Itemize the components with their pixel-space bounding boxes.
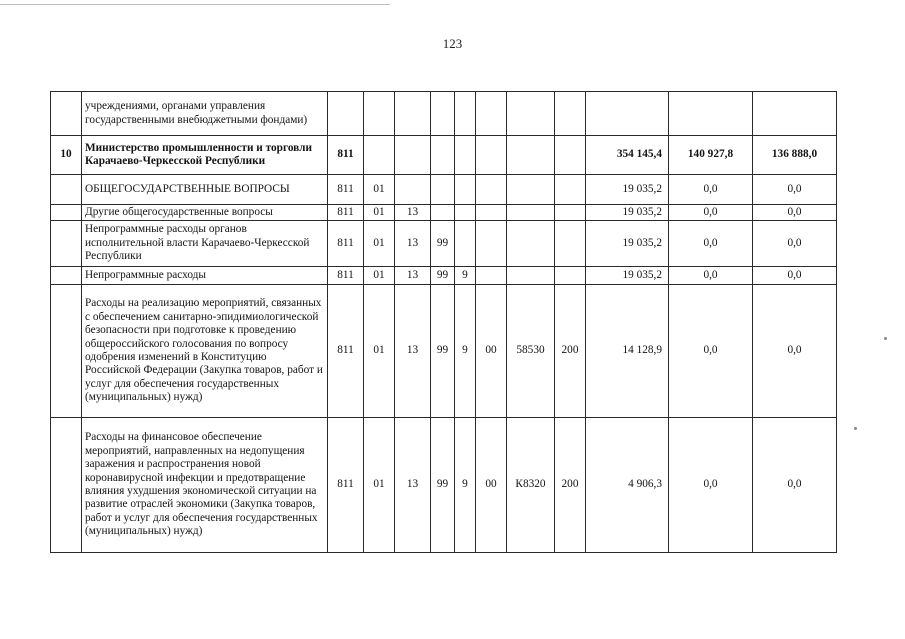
code-direction: 58530 [507,285,555,418]
code-subsection: 13 [395,267,431,285]
table-row [51,285,837,418]
code-main-event [476,92,507,136]
scan-speck [884,337,887,340]
row-name: Расходы на реализацию мероприятий, связанных с обеспечением санитарно-эпидимиологической безопасности при подготовке к проведению общероссийского голосования по вопросу одобрения изменений в Конституцию Российской Федерации (Закупка товаров, работ и услуг для обеспечения государственных (муниципальных) нужд) [82,285,328,418]
code-expense-type [555,175,586,205]
code-direction [507,205,555,221]
code-expense-type [555,267,586,285]
code-subprogram: 9 [455,418,476,553]
code-subsection: 13 [395,418,431,553]
row-name: учреждениями, органами управления государственными внебюджетными фондами) [82,92,328,136]
amount-2022: 0,0 [753,267,837,285]
code-subsection: 13 [395,285,431,418]
code-section [364,136,395,175]
row-number [51,285,82,418]
amount-2020: 19 035,2 [586,175,669,205]
code-expense-type: 200 [555,285,586,418]
amount-2022: 136 888,0 [753,136,837,175]
row-number [51,175,82,205]
code-program: 99 [431,418,455,553]
code-program: 99 [431,285,455,418]
row-number [51,418,82,553]
code-direction: К8320 [507,418,555,553]
code-ministry: 811 [328,205,364,221]
code-section: 01 [364,267,395,285]
code-main-event [476,267,507,285]
code-main-event: 00 [476,418,507,553]
code-program: 99 [431,267,455,285]
code-expense-type [555,205,586,221]
row-number [51,221,82,267]
amount-2020: 19 035,2 [586,221,669,267]
amount-2022: 0,0 [753,205,837,221]
code-subsection [395,92,431,136]
amount-2021 [669,92,753,136]
amount-2021: 0,0 [669,285,753,418]
code-subprogram [455,221,476,267]
amount-2021: 140 927,8 [669,136,753,175]
code-expense-type [555,221,586,267]
code-ministry: 811 [328,175,364,205]
code-ministry: 811 [328,136,364,175]
amount-2020: 19 035,2 [586,267,669,285]
row-name: Расходы на финансовое обеспечение мероприятий, направленных на недопущения заражения и распространения новой коронавирусной инфекции и предотвращение влияния ухудшения экономической ситуации на развитие отраслей экономики (Закупка товаров, работ и услуг для обеспечения государственных (муниципальных) нужд) [82,418,328,553]
code-subprogram: 9 [455,285,476,418]
amount-2020: 354 145,4 [586,136,669,175]
budget-table [50,91,837,553]
code-section [364,92,395,136]
code-main-event [476,136,507,175]
code-direction [507,175,555,205]
table-row [51,418,837,553]
row-number [51,92,82,136]
amount-2022: 0,0 [753,175,837,205]
code-subsection: 13 [395,221,431,267]
amount-2022 [753,92,837,136]
code-direction [507,221,555,267]
code-program [431,92,455,136]
code-main-event [476,221,507,267]
table-row [51,205,837,221]
code-ministry [328,92,364,136]
page-number: 123 [442,36,463,51]
table-body [51,92,837,553]
row-number [51,205,82,221]
code-section: 01 [364,221,395,267]
code-subsection [395,136,431,175]
code-subprogram [455,175,476,205]
amount-2022: 0,0 [753,418,837,553]
code-ministry: 811 [328,221,364,267]
code-direction [507,267,555,285]
amount-2021: 0,0 [669,221,753,267]
code-direction [507,92,555,136]
row-name: Другие общегосударственные вопросы [82,205,328,221]
amount-2020: 14 128,9 [586,285,669,418]
code-section: 01 [364,418,395,553]
amount-2021: 0,0 [669,267,753,285]
code-subprogram [455,92,476,136]
table-row [51,175,837,205]
code-ministry: 811 [328,267,364,285]
code-subprogram [455,205,476,221]
scan-speck [854,427,857,430]
row-number: 10 [51,136,82,175]
code-subsection: 13 [395,205,431,221]
row-name: ОБЩЕГОСУДАРСТВЕННЫЕ ВОПРОСЫ [82,175,328,205]
table-row [51,221,837,267]
code-section: 01 [364,205,395,221]
amount-2022: 0,0 [753,285,837,418]
table-row [51,92,837,136]
code-program [431,175,455,205]
table-row [51,267,837,285]
amount-2021: 0,0 [669,205,753,221]
code-subprogram [455,136,476,175]
code-section: 01 [364,175,395,205]
table-row [51,136,837,175]
amount-2022: 0,0 [753,221,837,267]
amount-2021: 0,0 [669,175,753,205]
row-number [51,267,82,285]
code-program [431,205,455,221]
amount-2020: 19 035,2 [586,205,669,221]
row-name: Министерство промышленности и торговли Карачаево-Черкесской Республики [82,136,328,175]
code-subsection [395,175,431,205]
code-subprogram: 9 [455,267,476,285]
amount-2021: 0,0 [669,418,753,553]
amount-2020: 4 906,3 [586,418,669,553]
amount-2020 [586,92,669,136]
code-expense-type [555,92,586,136]
top-rule [0,4,390,5]
code-direction [507,136,555,175]
code-main-event [476,175,507,205]
code-main-event: 00 [476,285,507,418]
code-program: 99 [431,221,455,267]
code-section: 01 [364,285,395,418]
code-ministry: 811 [328,285,364,418]
row-name: Непрограммные расходы [82,267,328,285]
code-main-event [476,205,507,221]
code-program [431,136,455,175]
code-expense-type [555,136,586,175]
code-expense-type: 200 [555,418,586,553]
code-ministry: 811 [328,418,364,553]
row-name: Непрограммные расходы органов исполнительной власти Карачаево-Черкесской Республики [82,221,328,267]
